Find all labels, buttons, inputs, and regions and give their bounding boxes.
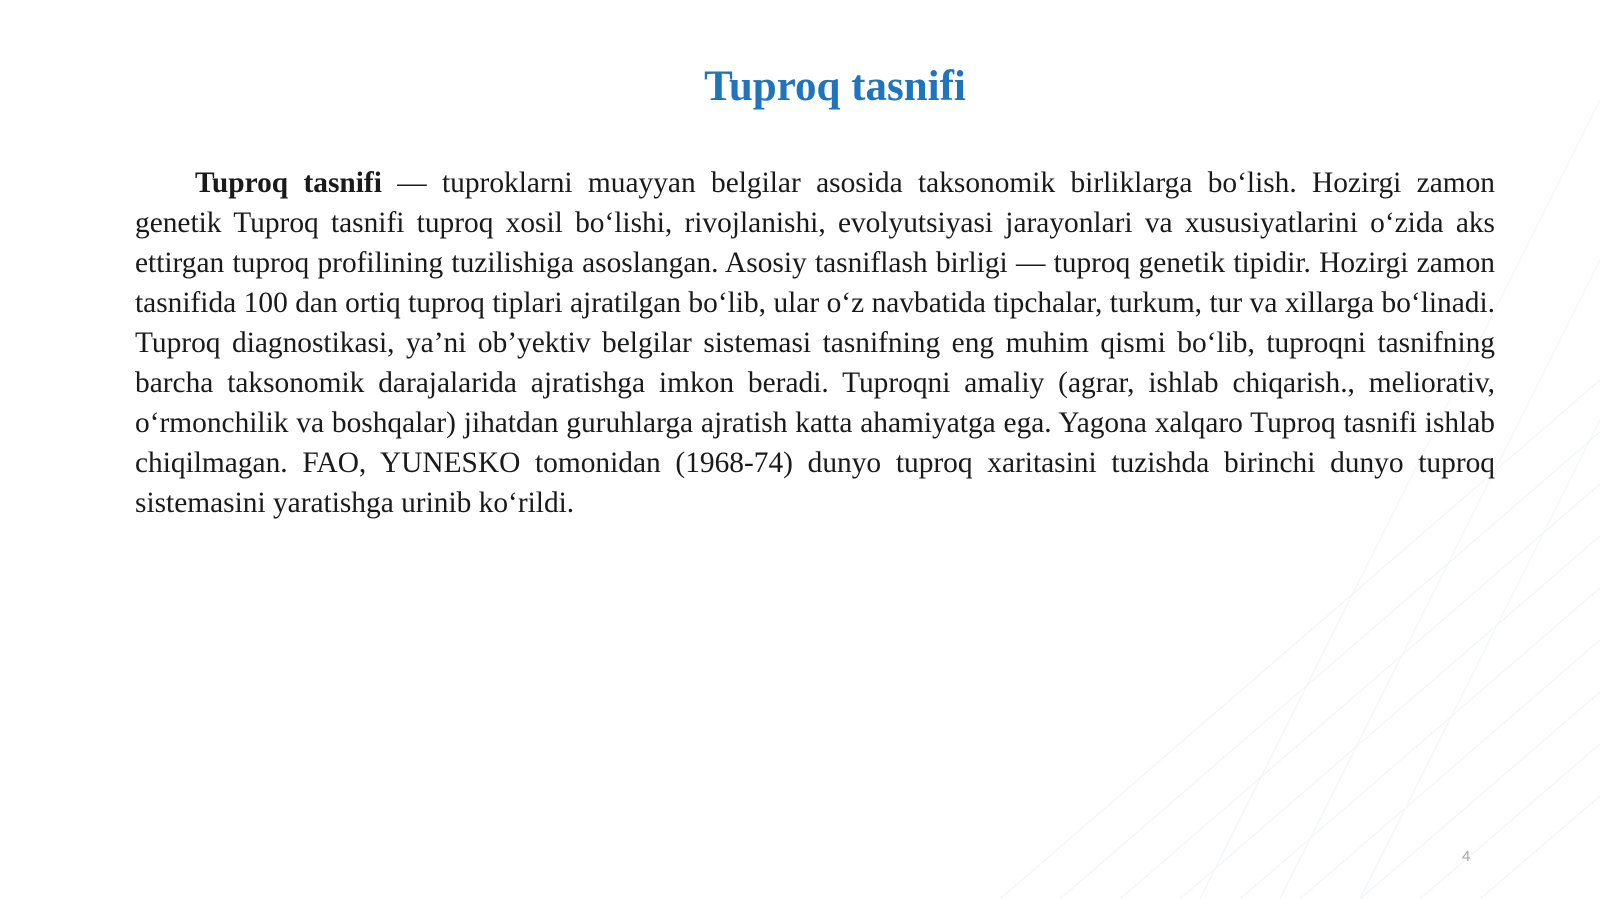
term-highlight: Tuproq tasnifi [195,167,382,199]
slide-title: Tuproq tasnifi [704,63,966,110]
body-text: — tuproklarni muayyan belgilar asosida taksonomik birliklarga bo‘lish. Hozirgi zamon genetik Tuproq tasnifi tuproq xosil bo‘lishi, rivojlanishi, evolyutsiyasi jarayonlari va xususiyatlarini o‘zida aks ettirgan tuproq profilining tuzilishiga asoslangan. Asosiy tasniflash birligi — tuproq genetik tipidir. Hozirgi zamon tasnifida 100 dan ortiq tuproq tiplari ajratilgan bo‘lib, ular o‘z navbatida tipchalar, turkum, tur va xillarga bo‘linadi. Tuproq diagnostikasi, ya’ni ob’yektiv belgilar sistemasi tasnifning eng muhim qismi bo‘lib, tuproqni tasnifning barcha taksonomik darajalarida ajratishga imkon beradi. Tuproqni amaliy (agrar, ishlab chiqarish., meliorativ, o‘rmonchilik va boshqalar) jihatdan guruhlarga ajratish katta ahamiyatga ega. Yagona xalqaro Tuproq tasnifi ishlab chiqilmagan. FAO, YUNESKO tomonidan (1968-74) dunyo tuproq xaritasini tuzishda birinchi dunyo tuproq sistemasini yaratishga urinib ko‘rildi. [135,167,1495,519]
slide-number: 4 [1462,848,1471,865]
body-paragraph [135,163,1495,523]
